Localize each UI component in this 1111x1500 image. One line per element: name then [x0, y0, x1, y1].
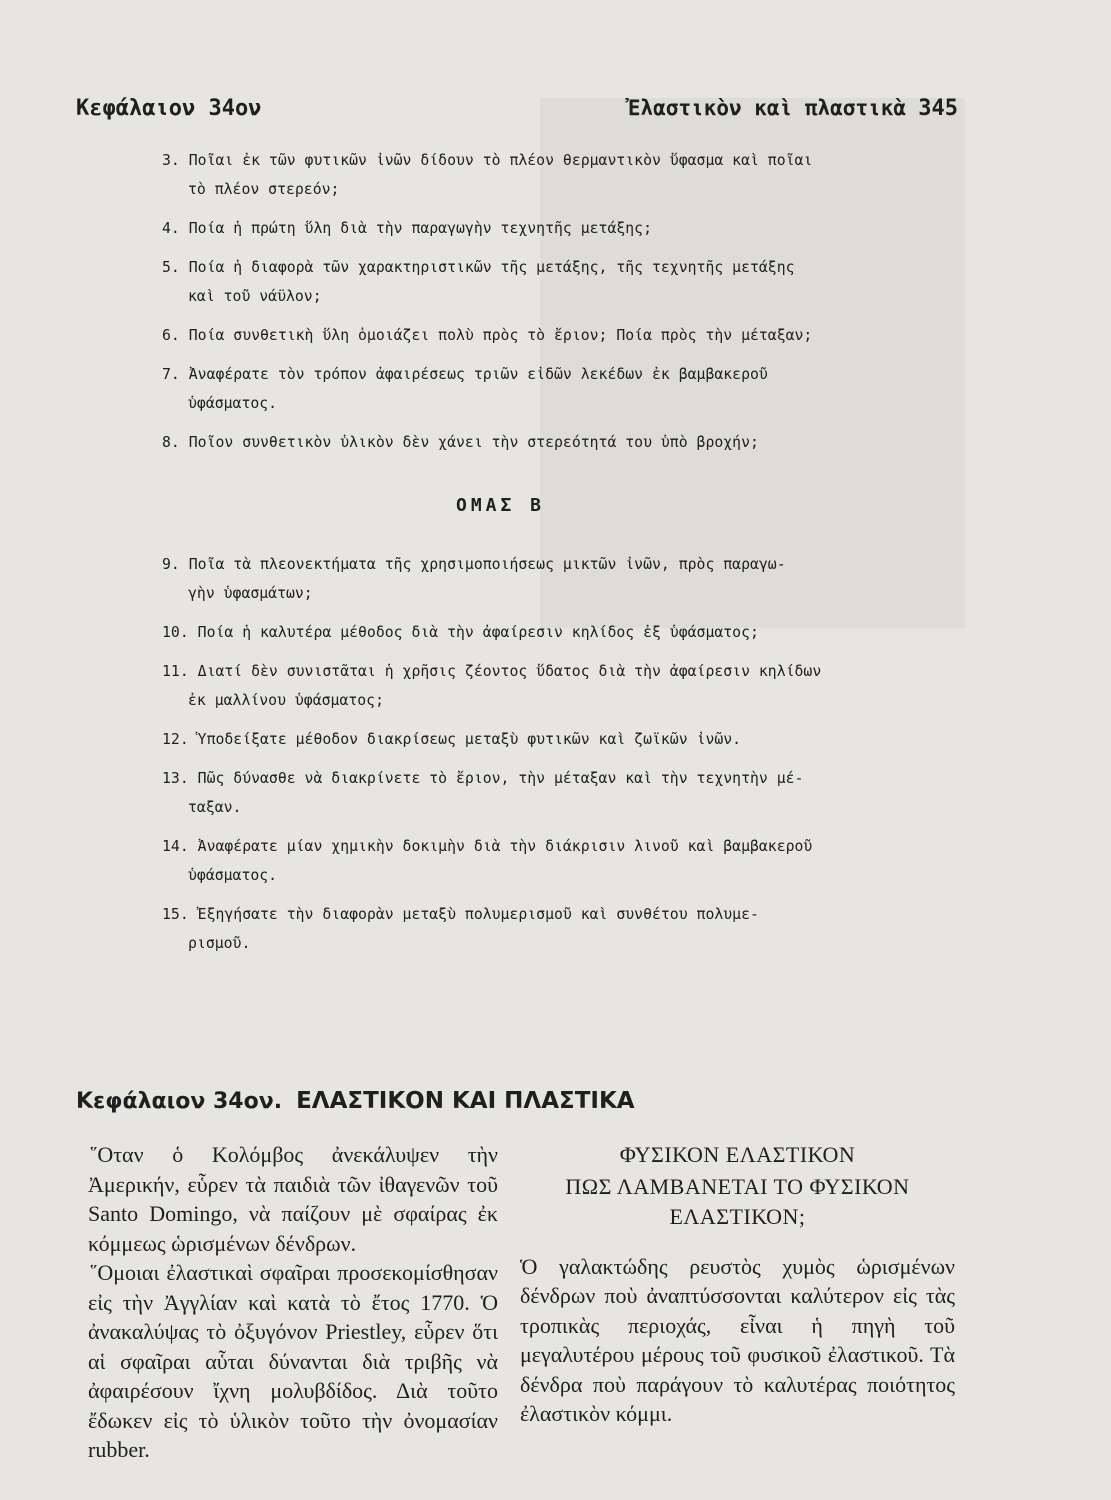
- question-continuation: γὴν ὑφασμάτων;: [188, 585, 313, 602]
- question-continuation: ταξαν.: [188, 799, 242, 816]
- chapter-heading: [76, 1088, 635, 1114]
- question-text: Ποία ἡ καλυτέρα μέθοδος διὰ τὴν ἀφαίρεσιν κηλίδος ἐξ ὑφάσματος;: [197, 624, 759, 641]
- question-text: Ἐξηγήσατε τὴν διαφορὰν μεταξὺ πολυμερισμοῦ καὶ συνθέτου πολυμε-: [197, 906, 759, 923]
- question-item: [162, 253, 892, 311]
- left-paragraph-2: ῞Ομοιαι ἐλαστικαὶ σφαῖραι προσεκομίσθησαν εἰς τὴν Ἀγγλίαν καὶ κατὰ τὸ ἔτος 1770. Ὁ ἀνακαλύψας τὸ ὀξυγόνον Priestley, εὗρεν ὅτι αἱ σφαῖραι αὗται δύνανται διὰ τριβῆς νὰ ἀφαιρέσουν ἴχνη μολυβδίδος. Διὰ τοῦτο ἔδωκεν εἰς τὸ ὑλικὸν τοῦτο τὴν ὀνομασίαν rubber.: [88, 1260, 498, 1462]
- question-list-a: [162, 146, 892, 467]
- question-item: [162, 428, 892, 457]
- chapter-title: ΕΛΑΣΤΙΚΟΝ ΚΑΙ ΠΛΑΣΤΙΚΑ: [296, 1088, 635, 1114]
- question-text: Ποῖα τὰ πλεονεκτήματα τῆς χρησιμοποιήσεως μικτῶν ἰνῶν, πρὸς παραγω-: [188, 556, 786, 573]
- question-continuation: ἐκ μαλλίνου ὑφάσματος;: [188, 692, 384, 709]
- question-item: [162, 764, 892, 822]
- question-continuation: καὶ τοῦ νάϋλον;: [188, 288, 322, 305]
- question-item: [162, 618, 892, 647]
- question-number: 15.: [162, 906, 189, 923]
- question-number: 13.: [162, 770, 189, 787]
- question-continuation: ὑφάσματος.: [188, 395, 278, 412]
- question-text: Ὑποδείξατε μέθοδον διακρίσεως μεταξὺ φυτικῶν καὶ ζωϊκῶν ἰνῶν.: [197, 731, 742, 748]
- question-number: 9.: [162, 556, 180, 573]
- question-item: [162, 214, 892, 243]
- running-header: [76, 96, 958, 130]
- question-item: [162, 550, 892, 608]
- right-column: [520, 1140, 955, 1429]
- header-chapter: Κεφάλαιον 34ον: [76, 96, 262, 121]
- question-text: Ποῖαι ἐκ τῶν φυτικῶν ἰνῶν δίδουν τὸ πλέον θερμαντικὸν ὕφασμα καὶ ποῖαι: [188, 152, 813, 169]
- question-item: [162, 725, 892, 754]
- question-text: Ποία συνθετικὴ ὕλη ὁμοιάζει πολὺ πρὸς τὸ ἔριον; Ποία πρὸς τὴν μέταξαν;: [188, 327, 813, 344]
- question-number: 4.: [162, 220, 180, 237]
- header-topic: Ἐλαστικὸν καὶ πλαστικὰ: [627, 96, 906, 120]
- left-column: [88, 1140, 498, 1465]
- question-text: Ποῖον συνθετικὸν ὑλικὸν δὲν χάνει τὴν στερεότητά του ὑπὸ βροχήν;: [188, 434, 759, 451]
- question-continuation: ρισμοῦ.: [188, 935, 251, 952]
- question-continuation: τὸ πλέον στερεόν;: [188, 181, 340, 198]
- question-number: 5.: [162, 259, 180, 276]
- section-heading-how-obtained: ΠΩΣ ΛΑΜΒΑΝΕΤΑΙ ΤΟ ΦΥΣΙΚΟΝ ΕΛΑΣΤΙΚΟΝ;: [565, 1173, 910, 1229]
- question-item: [162, 360, 892, 418]
- page-number: 345: [918, 96, 958, 121]
- group-b-title: ΟΜΑΣ Β: [456, 495, 546, 516]
- question-item: [162, 900, 892, 958]
- question-item: [162, 832, 892, 890]
- question-number: 12.: [162, 731, 189, 748]
- question-number: 10.: [162, 624, 189, 641]
- question-number: 3.: [162, 152, 180, 169]
- left-paragraph-1: ῞Οταν ὁ Κολόμβος ἀνεκάλυψεν τὴν Ἀμερικήν, εὗρεν τὰ παιδιὰ τῶν ἰθαγενῶν τοῦ Santo Domingo, νὰ παίζουν μὲ σφαίρας ἐκ κόμμεως ὡρισμένων δένδρων.: [88, 1142, 498, 1256]
- section-heading-natural-rubber: ΦΥΣΙΚΟΝ ΕΛΑΣΤΙΚΟΝ: [619, 1142, 856, 1167]
- chapter-label: Κεφάλαιον 34ον.: [76, 1089, 283, 1114]
- question-number: 14.: [162, 838, 189, 855]
- question-text: Ἀναφέρατε μίαν χημικὴν δοκιμὴν διὰ τὴν διάκρισιν λινοῦ καὶ βαμβακεροῦ: [197, 838, 813, 855]
- question-number: 11.: [162, 663, 189, 680]
- question-item: [162, 321, 892, 350]
- question-text: Ποία ἡ διαφορὰ τῶν χαρακτηριστικῶν τῆς μετάξης, τῆς τεχνητῆς μετάξης: [188, 259, 795, 276]
- right-paragraph: Ὁ γαλακτώδης ρευστὸς χυμὸς ὡρισμένων δένδρων ποὺ ἀναπτύσσονται καλύτερον εἰς τὰς τροπικὰς περιοχάς, εἶναι ἡ πηγὴ τοῦ μεγαλυτέρου μέρους τοῦ φυσικοῦ ἐλαστικοῦ. Τὰ δένδρα ποὺ παράγουν τὸ καλυτέρας ποιότητος ἐλαστικὸν κόμμι.: [520, 1253, 955, 1426]
- question-text: Διατί δὲν συνιστᾶται ἡ χρῆσις ζέοντος ὕδατος διὰ τὴν ἀφαίρεσιν κηλίδων: [197, 663, 822, 680]
- question-continuation: ὑφάσματος.: [188, 867, 278, 884]
- question-text: Ποία ἡ πρώτη ὕλη διὰ τὴν παραγωγὴν τεχνητῆς μετάξης;: [188, 220, 652, 237]
- question-list-b: [162, 550, 892, 968]
- question-number: 7.: [162, 366, 180, 383]
- question-text: Πῶς δύνασθε νὰ διακρίνετε τὸ ἔριον, τὴν μέταξαν καὶ τὴν τεχνητὴν μέ-: [197, 770, 804, 787]
- question-number: 6.: [162, 327, 180, 344]
- question-number: 8.: [162, 434, 180, 451]
- question-text: Ἀναφέρατε τὸν τρόπον ἀφαιρέσεως τριῶν εἰδῶν λεκέδων ἐκ βαμβακεροῦ: [188, 366, 768, 383]
- question-item: [162, 657, 892, 715]
- question-item: [162, 146, 892, 204]
